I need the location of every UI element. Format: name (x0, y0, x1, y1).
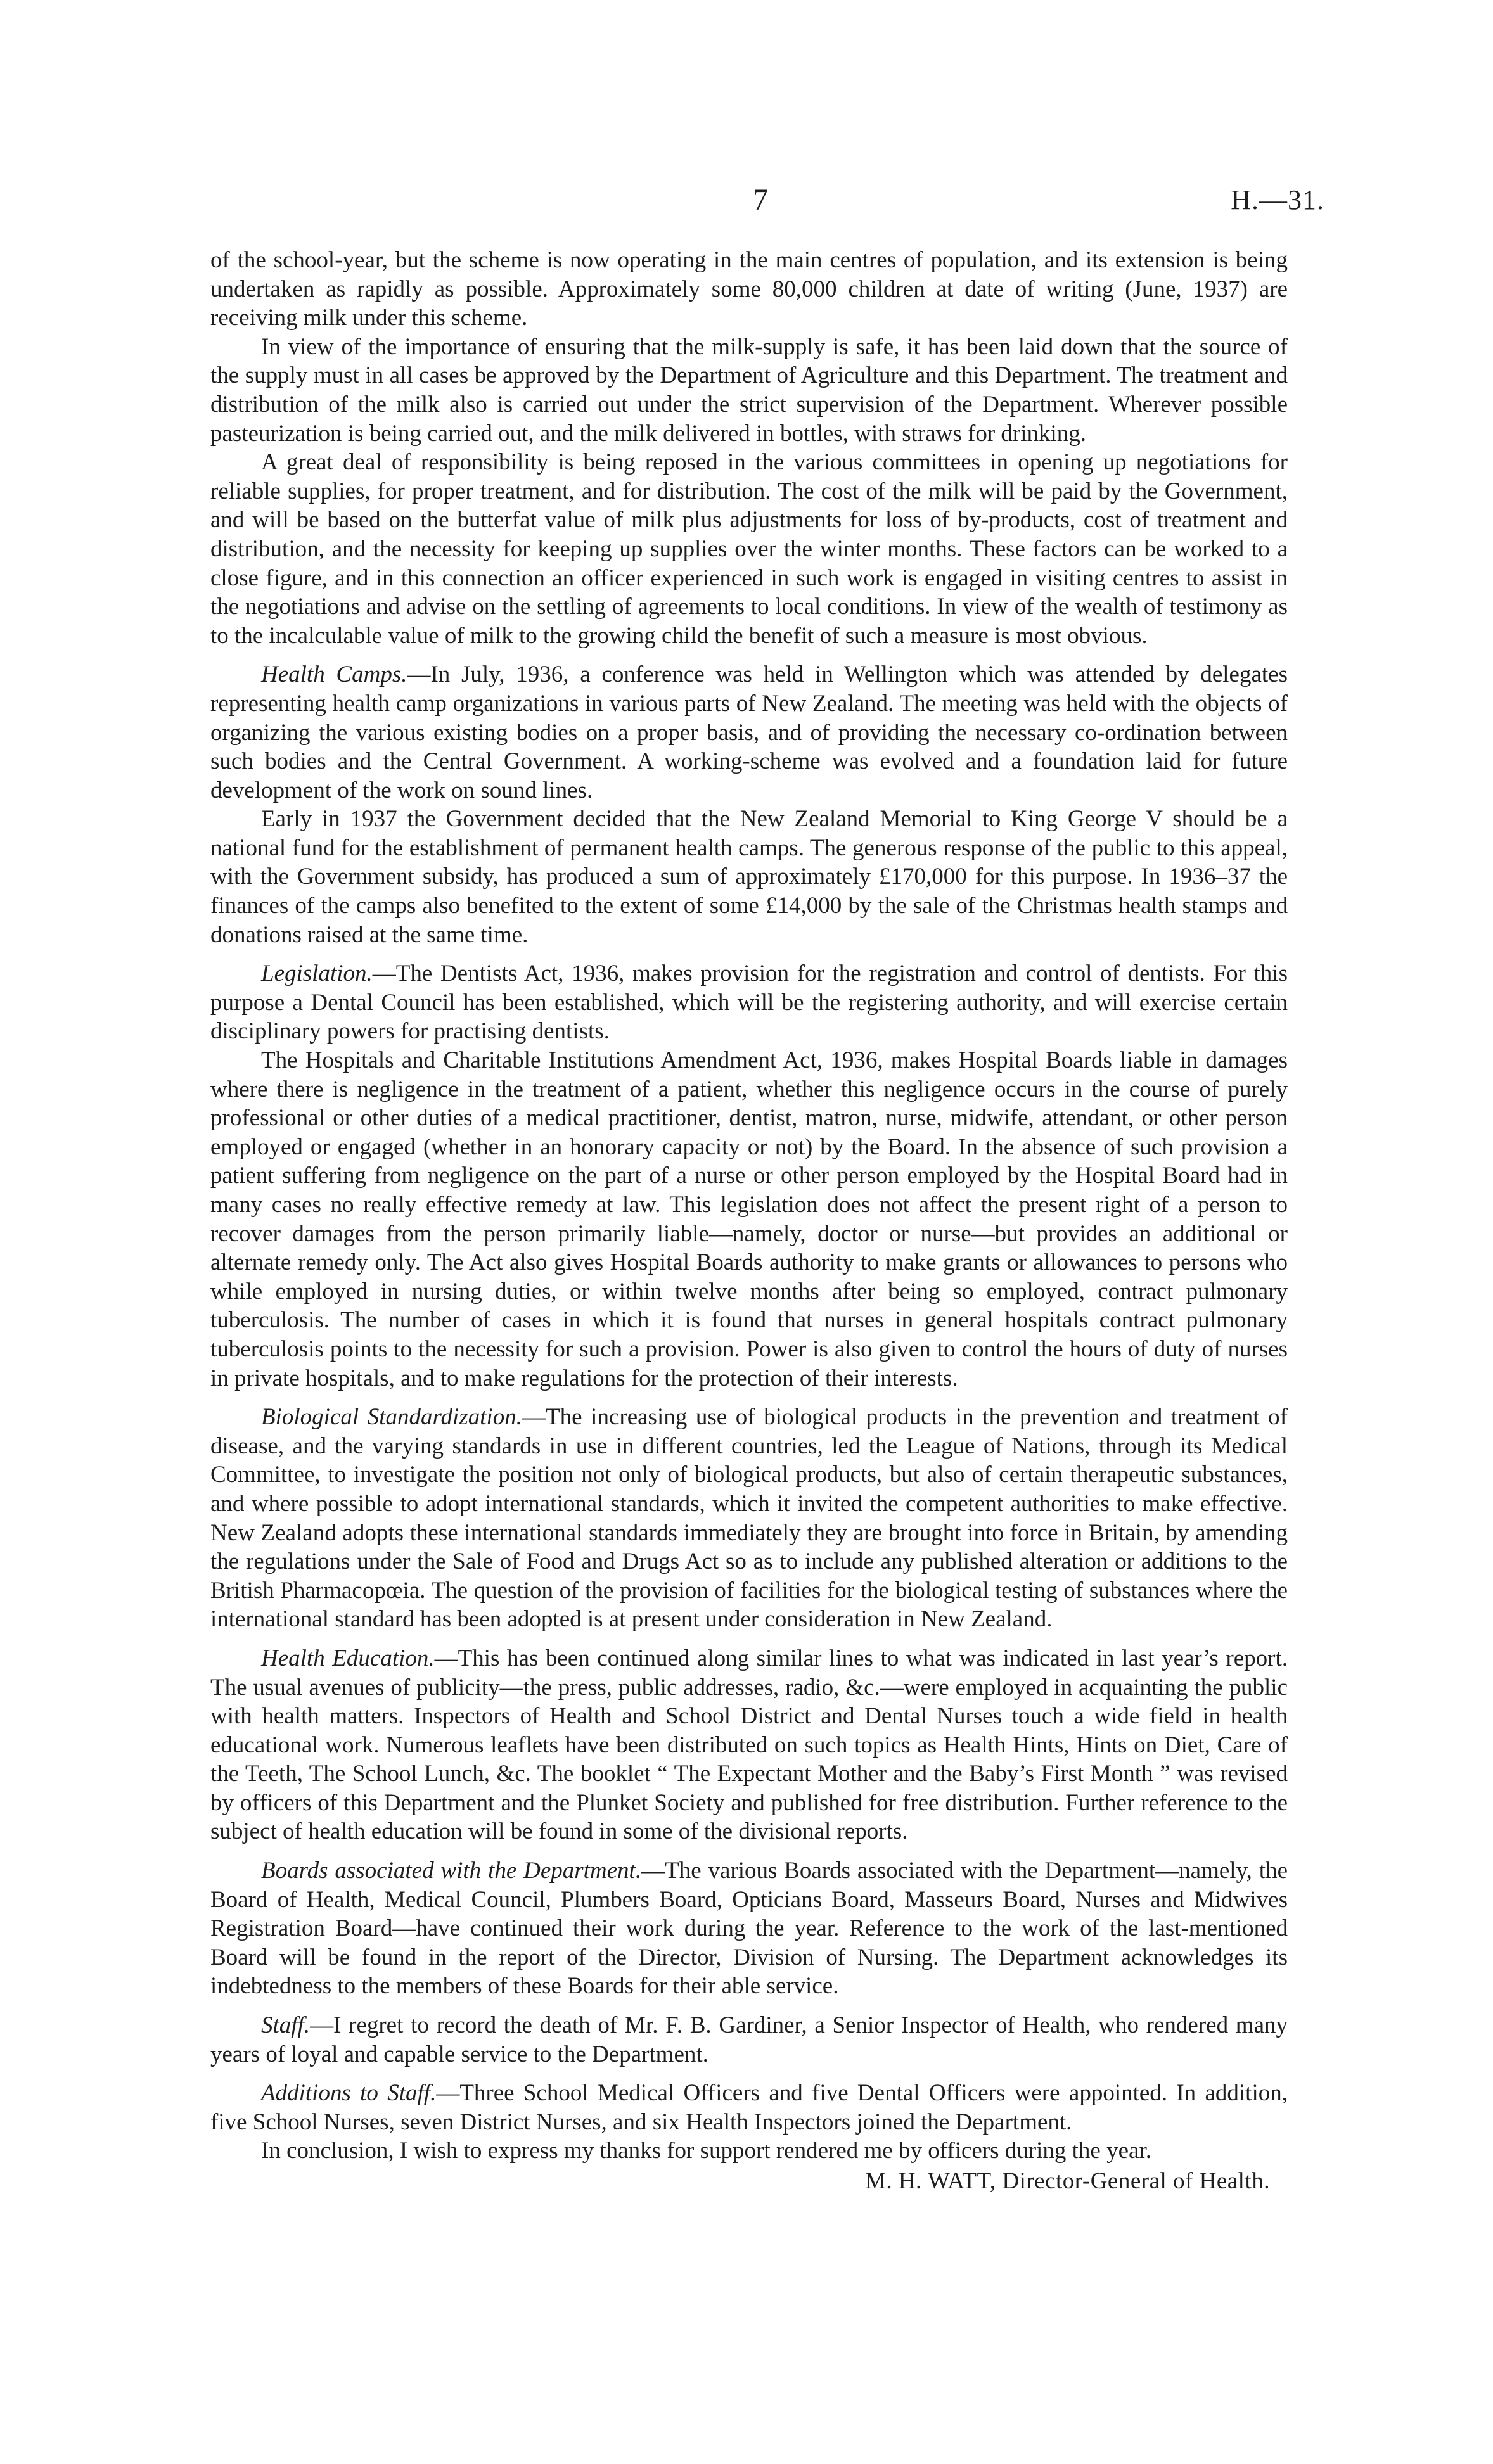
section-heading: Boards associated with the Department. (261, 1858, 642, 1884)
paragraph-hospitals-act: The Hospitals and Charitable Institutions Amendment Act, 1936, makes Hospital Boards liable in damages where there is negligence in the treatment of a patient, whether this negligence occurs in the course of purely professional or other duties of a medical practitioner, dentist, matron, nurse, midwife, attendant, or other person employed or engaged (whether in an honorary capacity or not) by the Board. In the absence of such provision a patient suffering from negligence on the part of a nurse or other person employed by the Hospital Board had in many cases no really effective remedy at law. This legislation does not affect the present right of a person to recover damages from the person primarily liable—namely, doctor or nurse—but provides an additional or alternate remedy only. The Act also gives Hospital Boards authority to make grants or allowances to persons who while employed in nursing duties, or within twelve months after being so employed, contract pulmonary tuberculosis. The number of cases in which it is found that nurses in general hospitals contract pulmonary tuberculosis points to the necessity for such a provision. Power is also given to control the hours of duty of nurses in private hospitals, and to make regulations for the protection of their interests. (210, 1047, 1288, 1391)
paragraph-biological-standardization: Biological Standardization.—The increasing use of biological products in the prevention and treatment of disease, and the varying standards in use in different countries, led the League of Nations, through its Medical Committee, to investigate the position not only of biological products, but also of certain therapeutic substances, and where possible to adopt international standards, which it invited the competent authorities to make effective. New Zealand adopts these international standards immediately they are brought into force in Britain, by amending the regulations under the Sale of Food and Drugs Act so as to include any published alteration or additions to the British Pharmacopœia. The question of the provision of facilities for the biological testing of substances where the international standard has been adopted is at present under consideration in New Zealand. (210, 1404, 1288, 1633)
paragraph-boards: Boards associated with the Department.—The various Boards associated with the Department—namely, the Board of Health, Medical Council, Plumbers Board, Opticians Board, Masseurs Board, Nurses and Midwives Registration Board—have continued their work during the year. Reference to the work of the last-mentioned Board will be found in the report of the Director, Division of Nursing. The Department acknowledges its indebtedness to the members of these Boards for their able service. (210, 1858, 1288, 2000)
paragraph-health-camps: Health Camps.—In July, 1936, a conference was held in Wellington which was attended by delegates representing health camp organizations in various parts of New Zealand. The meeting was held with the objects of organizing the various existing bodies on a proper basis, and of providing the necessary co-ordination between such bodies and the Central Government. A working-scheme was evolved and a foundation laid for future development of the work on sound lines. (210, 661, 1288, 803)
paragraph-legislation: Legislation.—The Dentists Act, 1936, makes provision for the registration and control of dentists. For this purpose a Dental Council has been established, which will be the registering authority, and will exercise certain disciplinary powers for practising dentists. (210, 961, 1288, 1045)
section-heading: Legislation. (261, 961, 373, 987)
paragraph-staff: Staff.—I regret to record the death of Mr. F. B. Gardiner, a Senior Inspector of Health, who rendered many years of loyal and capable service to the Department. (210, 2012, 1288, 2067)
paragraph-conclusion: In conclusion, I wish to express my thanks for support rendered me by officers during the year. (261, 2138, 1151, 2164)
paragraph-additions-to-staff: Additions to Staff.—Three School Medical Officers and five Dental Officers were appointed. In addition, five School Nurses, seven District Nurses, and six Health Inspectors joined the Department. (210, 2080, 1288, 2135)
paragraph-milk-supply-safety: In view of the importance of ensuring that the milk-supply is safe, it has been laid down that the source of the supply must in all cases be approved by the Department of Agriculture and this Department. The treatment and distribution of the milk also is carried out under the strict supervision of the Department. Wherever possible pasteurization is being carried out, and the milk delivered in bottles, with straws for drinking. (210, 333, 1288, 447)
section-heading: Biological Standardization. (261, 1404, 523, 1431)
paragraph-health-education: Health Education.—This has been continued along similar lines to what was indicated in last year’s report. The usual avenues of publicity—the press, public addresses, radio, &c.—were employed in acquainting the public with health matters. Inspectors of Health and School District and Dental Nurses touch a wide field in health educational work. Numerous leaflets have been distributed on such topics as Health Hints, Hints on Diet, Care of the Teeth, The School Lunch, &c. The booklet “ The Expectant Mother and the Baby’s First Month ” was revised by officers of this Department and the Plunket Society and published for free distribution. Further reference to the subject of health education will be found in some of the divisional reports. (210, 1645, 1288, 1845)
page-number: 7 (753, 183, 768, 217)
document-code: H.—31. (1231, 184, 1324, 215)
section-heading: Additions to Staff. (261, 2080, 437, 2107)
report-body (210, 246, 1288, 2196)
paragraph-king-george-memorial: Early in 1937 the Government decided that the New Zealand Memorial to King George V should be a national fund for the establishment of permanent health camps. The generous response of the public to this appeal, with the Government subsidy, has produced a sum of approximately £170,000 for this purpose. In 1936–37 the finances of the camps also benefited to the extent of some £14,000 by the sale of the Christmas health stamps and donations raised at the same time. (210, 806, 1288, 948)
section-heading: Health Education. (261, 1645, 435, 1671)
paragraph-committees: A great deal of responsibility is being reposed in the various committees in opening up negotiations for reliable supplies, for proper treatment, and for distribution. The cost of the milk will be paid by the Government, and will be based on the butterfat value of milk plus adjustments for loss of by-products, cost of treatment and distribution, and the necessity for keeping up supplies over the winter months. These factors can be worked to a close figure, and in this connection an officer experienced in such work is engaged in visiting centres to assist in the negotiations and advise on the settling of agreements to local conditions. In view of the wealth of testimony as to the incalculable value of milk to the growing child the benefit of such a measure is most obvious. (210, 449, 1288, 649)
section-heading: Health Camps. (261, 661, 407, 688)
section-heading: Staff. (261, 2012, 311, 2039)
signature: M. H. WATT, Director-General of Health. (865, 2168, 1270, 2194)
paragraph-milk-scheme: of the school-year, but the scheme is now operating in the main centres of population, and its extension is being undertaken as rapidly as possible. Approximately some 80,000 children at date of writing (June, 1937) are receiving milk under this scheme. (210, 247, 1288, 331)
